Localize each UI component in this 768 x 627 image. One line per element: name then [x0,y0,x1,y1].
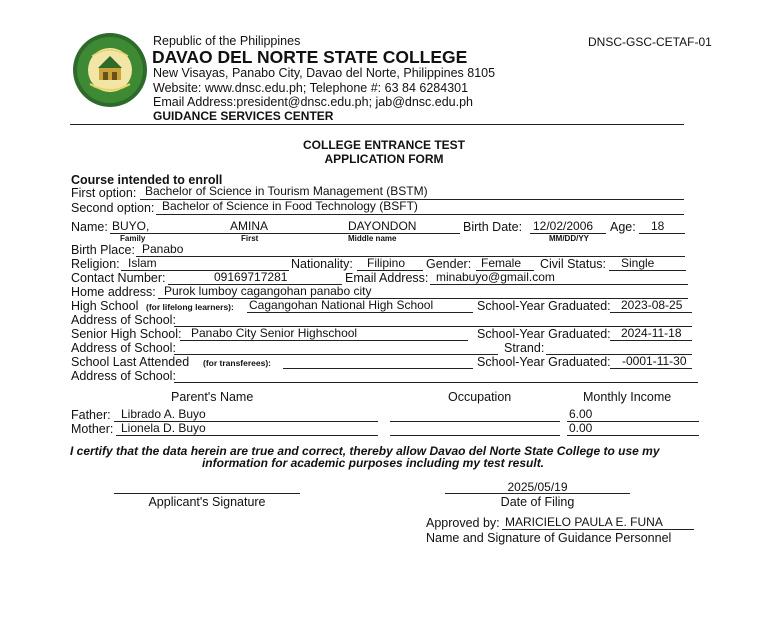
age-label: Age: [610,220,636,234]
father-label: Father: [71,408,111,422]
certification-line1: I certify that the data herein are true and correct, thereby allow Davao del Norte State College to use my [70,444,660,458]
civil-status-line [609,270,686,271]
last-school-note: (for transferees): [203,358,272,368]
religion-label: Religion: [71,257,120,271]
age-value[interactable]: 18 [651,219,665,233]
father-occupation-line [390,421,560,422]
approved-by-value[interactable]: MARICIELO PAULA E. FUNA [505,515,663,529]
senior-high-year-line [610,340,692,341]
senior-high-line [180,340,468,341]
applicant-signature-label: Applicant's Signature [148,495,266,509]
name-line [110,233,460,234]
mother-income-line [567,435,699,436]
first-option-value[interactable]: Bachelor of Science in Tourism Management (BSTM) [145,184,428,198]
email-value[interactable]: minabuyo@gmail.com [436,270,555,284]
middle-caption: Middle name [348,234,397,243]
college-website: Website: www.dnsc.edu.ph; Telephone #: 63 84 6284301 [153,81,469,95]
senior-high-year-value[interactable]: 2024-11-18 [621,326,682,340]
mother-name-value[interactable]: Lionela D. Buyo [121,421,206,435]
document-code: DNSC-GSC-CETAF-01 [588,35,712,49]
course-heading: Course intended to enroll [71,173,223,187]
first-name-value[interactable]: AMINA [230,219,269,233]
birth-place-value[interactable]: Panabo [142,242,184,256]
civil-status-value[interactable]: Single [621,256,655,270]
age-line [639,233,685,234]
name-label: Name: [71,220,108,234]
contact-value[interactable]: 09169717281 [214,270,288,284]
contact-label: Contact Number: [71,271,166,285]
date-filing-value[interactable]: 2025/05/19 [507,480,568,494]
second-option-line [156,214,684,215]
last-school-label: School Last Attended [71,355,190,369]
high-school-label: High School [71,299,139,313]
home-address-label: Home address: [71,285,156,299]
approved-by-line [502,529,694,530]
home-address-value[interactable]: Purok lumboy cagangohan panabo city [164,284,372,298]
date-filing-label: Date of Filing [500,495,575,509]
college-address: New Visayas, Panabo City, Davao del Norte, Philippines 8105 [153,66,496,80]
last-school-address-line [174,382,698,383]
nationality-value[interactable]: Filipino [367,256,406,270]
civil-status-label: Civil Status: [540,257,606,271]
last-school-year-label: School-Year Graduated: [477,355,611,369]
approved-by-label: Approved by: [426,516,500,530]
birth-date-value[interactable]: 12/02/2006 [533,219,594,233]
first-option-label: First option: [71,186,137,200]
income-header: Monthly Income [583,390,672,404]
birth-place-label: Birth Place: [71,243,135,257]
date-format-caption: MM/DD/YY [549,234,589,243]
senior-high-address-label: Address of School: [71,341,176,355]
birth-date-label: Birth Date: [463,220,523,234]
mother-label: Mother: [71,422,114,436]
last-school-address-label: Address of School: [71,369,176,383]
gender-value[interactable]: Female [481,256,522,270]
college-name: DAVAO DEL NORTE STATE COLLEGE [152,47,468,67]
senior-high-label: Senior High School: [71,327,182,341]
last-school-year-line [610,368,692,369]
parent-name-header: Parent's Name [171,390,254,404]
high-school-address-label: Address of School: [71,313,176,327]
middle-name-value[interactable]: DAYONDON [348,219,417,233]
email-label: Email Address: [345,271,429,285]
first-caption: First [241,234,259,243]
high-school-year-label: School-Year Graduated: [477,299,611,313]
guidance-personnel-label: Name and Signature of Guidance Personnel [426,531,672,545]
mother-occupation-line [390,435,560,436]
nationality-label: Nationality: [291,257,353,271]
second-option-value[interactable]: Bachelor of Science in Food Technology (BSFT) [162,199,418,213]
last-school-line [283,368,473,369]
email-line [430,284,688,285]
high-school-year-line [610,312,692,313]
gender-label: Gender: [426,257,472,271]
certification-line2: information for academic purposes including my test result. [201,456,545,470]
high-school-value[interactable]: Cagangohan National High School [249,298,434,312]
father-income-value[interactable]: 6.00 [569,407,593,421]
senior-high-address-line [174,354,498,355]
republic-text: Republic of the Philippines [153,34,301,48]
guidance-center: GUIDANCE SERVICES CENTER [153,109,334,123]
second-option-label: Second option: [71,201,155,215]
family-name-value[interactable]: BUYO, [112,219,150,233]
college-email: Email Address:president@dnsc.edu.ph; jab@dnsc.edu.ph [153,95,474,109]
high-school-line [247,312,473,313]
applicant-signature-line [114,493,300,494]
high-school-year-value[interactable]: 2023-08-25 [621,298,683,312]
father-name-value[interactable]: Librado A. Buyo [121,407,206,421]
last-school-year-value[interactable]: -0001-11-30 [622,354,687,368]
strand-label: Strand: [504,341,545,355]
occupation-header: Occupation [448,390,512,404]
college-seal [72,32,148,108]
senior-high-year-label: School-Year Graduated: [477,327,611,341]
form-title-line1: COLLEGE ENTRANCE TEST [302,138,465,152]
header-divider [70,124,684,125]
family-caption: Family [120,234,146,243]
religion-value[interactable]: Islam [128,256,157,270]
mother-name-line [116,435,378,436]
mother-income-value[interactable]: 0.00 [569,421,593,435]
form-title-line2: APPLICATION FORM [324,152,444,166]
senior-high-value[interactable]: Panabo City Senior Highschool [191,326,358,340]
high-school-note: (for lifelong learners): [146,302,234,312]
